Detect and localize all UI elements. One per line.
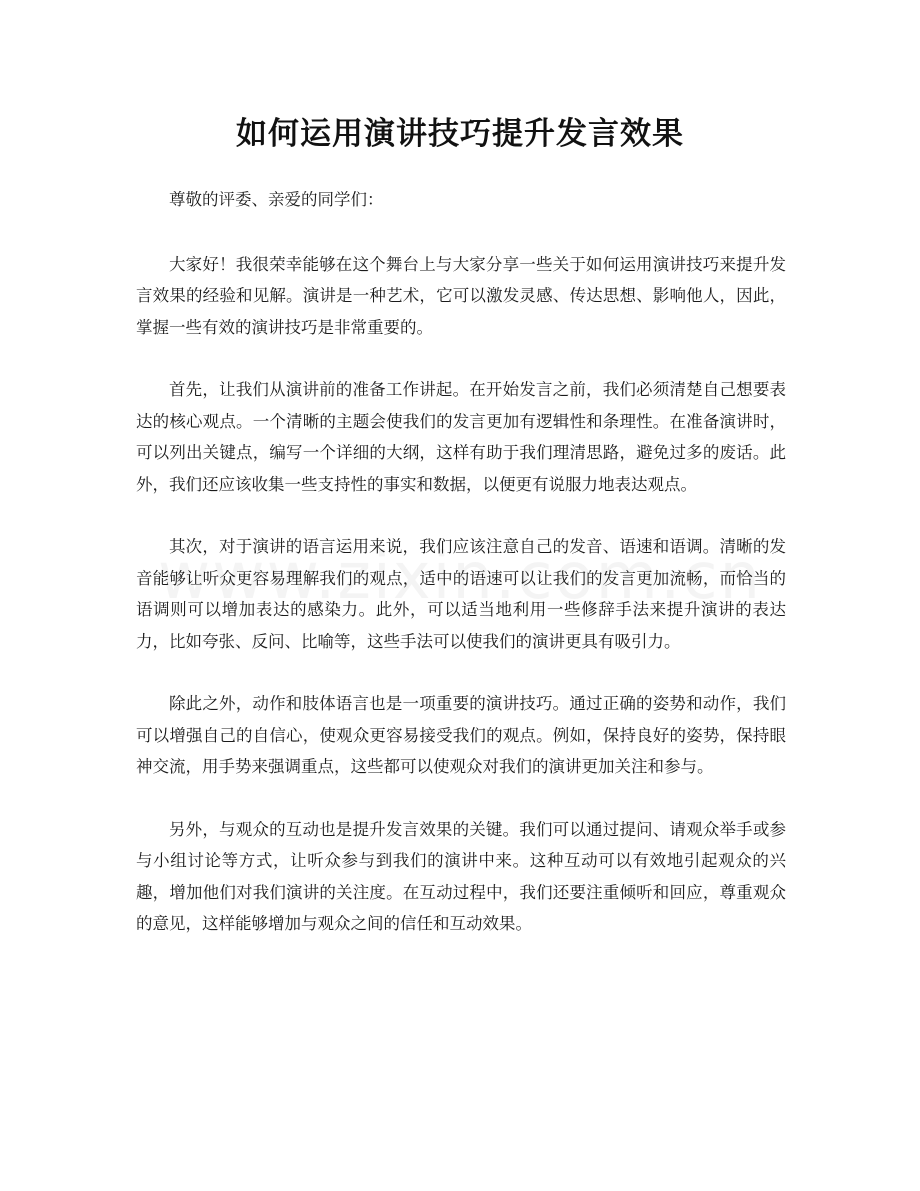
paragraph-5: 另外，与观众的互动也是提升发言效果的关键。我们可以通过提问、请观众举手或参与小组讨论等方式，让听众参与到我们的演讲中来。这种互动可以有效地引起观众的兴趣，增加他们对我们演讲的关注度。在互动过程中，我们还要注重倾听和回应，尊重观众的意见，这样能够增加与观众之间的信任和互动效果。 <box>136 819 786 933</box>
document-title: 如何运用演讲技巧提升发言效果 <box>236 116 684 152</box>
paragraph-4: 除此之外，动作和肢体语言也是一项重要的演讲技巧。通过正确的姿势和动作，我们可以增强自己的自信心，使观众更容易接受我们的观点。例如，保持良好的姿势，保持眼神交流，用手势来强调重点，这些都可以使观众对我们的演讲更加关注和参与。 <box>136 694 786 776</box>
salutation: 尊敬的评委、亲爱的同学们： <box>169 190 384 209</box>
paragraph-1: 大家好！我很荣幸能够在这个舞台上与大家分享一些关于如何运用演讲技巧来提升发言效果的经验和见解。演讲是一种艺术，它可以激发灵感、传达思想、影响他人，因此，掌握一些有效的演讲技巧是非常重要的。 <box>136 254 786 337</box>
paragraph-3: 其次，对于演讲的语言运用来说，我们应该注意自己的发音、语速和语调。清晰的发音能够让听众更容易理解我们的观点，适中的语速可以让我们的发言更加流畅，而恰当的语调则可以增加表达的感染力。此外，可以适当地利用一些修辞手法来提升演讲的表达力，比如夸张、反问、比喻等，这些手法可以使我们的演讲更具有吸引力。 <box>136 537 786 651</box>
document-body <box>136 184 786 971</box>
paragraph-2: 首先，让我们从演讲前的准备工作讲起。在开始发言之前，我们必须清楚自己想要表达的核心观点。一个清晰的主题会使我们的发言更加有逻辑性和条理性。在准备演讲时，可以列出关键点，编写一个详细的大纲，这样有助于我们理清思路，避免过多的废话。此外，我们还应该收集一些支持性的事实和数据，以便更有说服力地表达观点。 <box>136 380 786 494</box>
